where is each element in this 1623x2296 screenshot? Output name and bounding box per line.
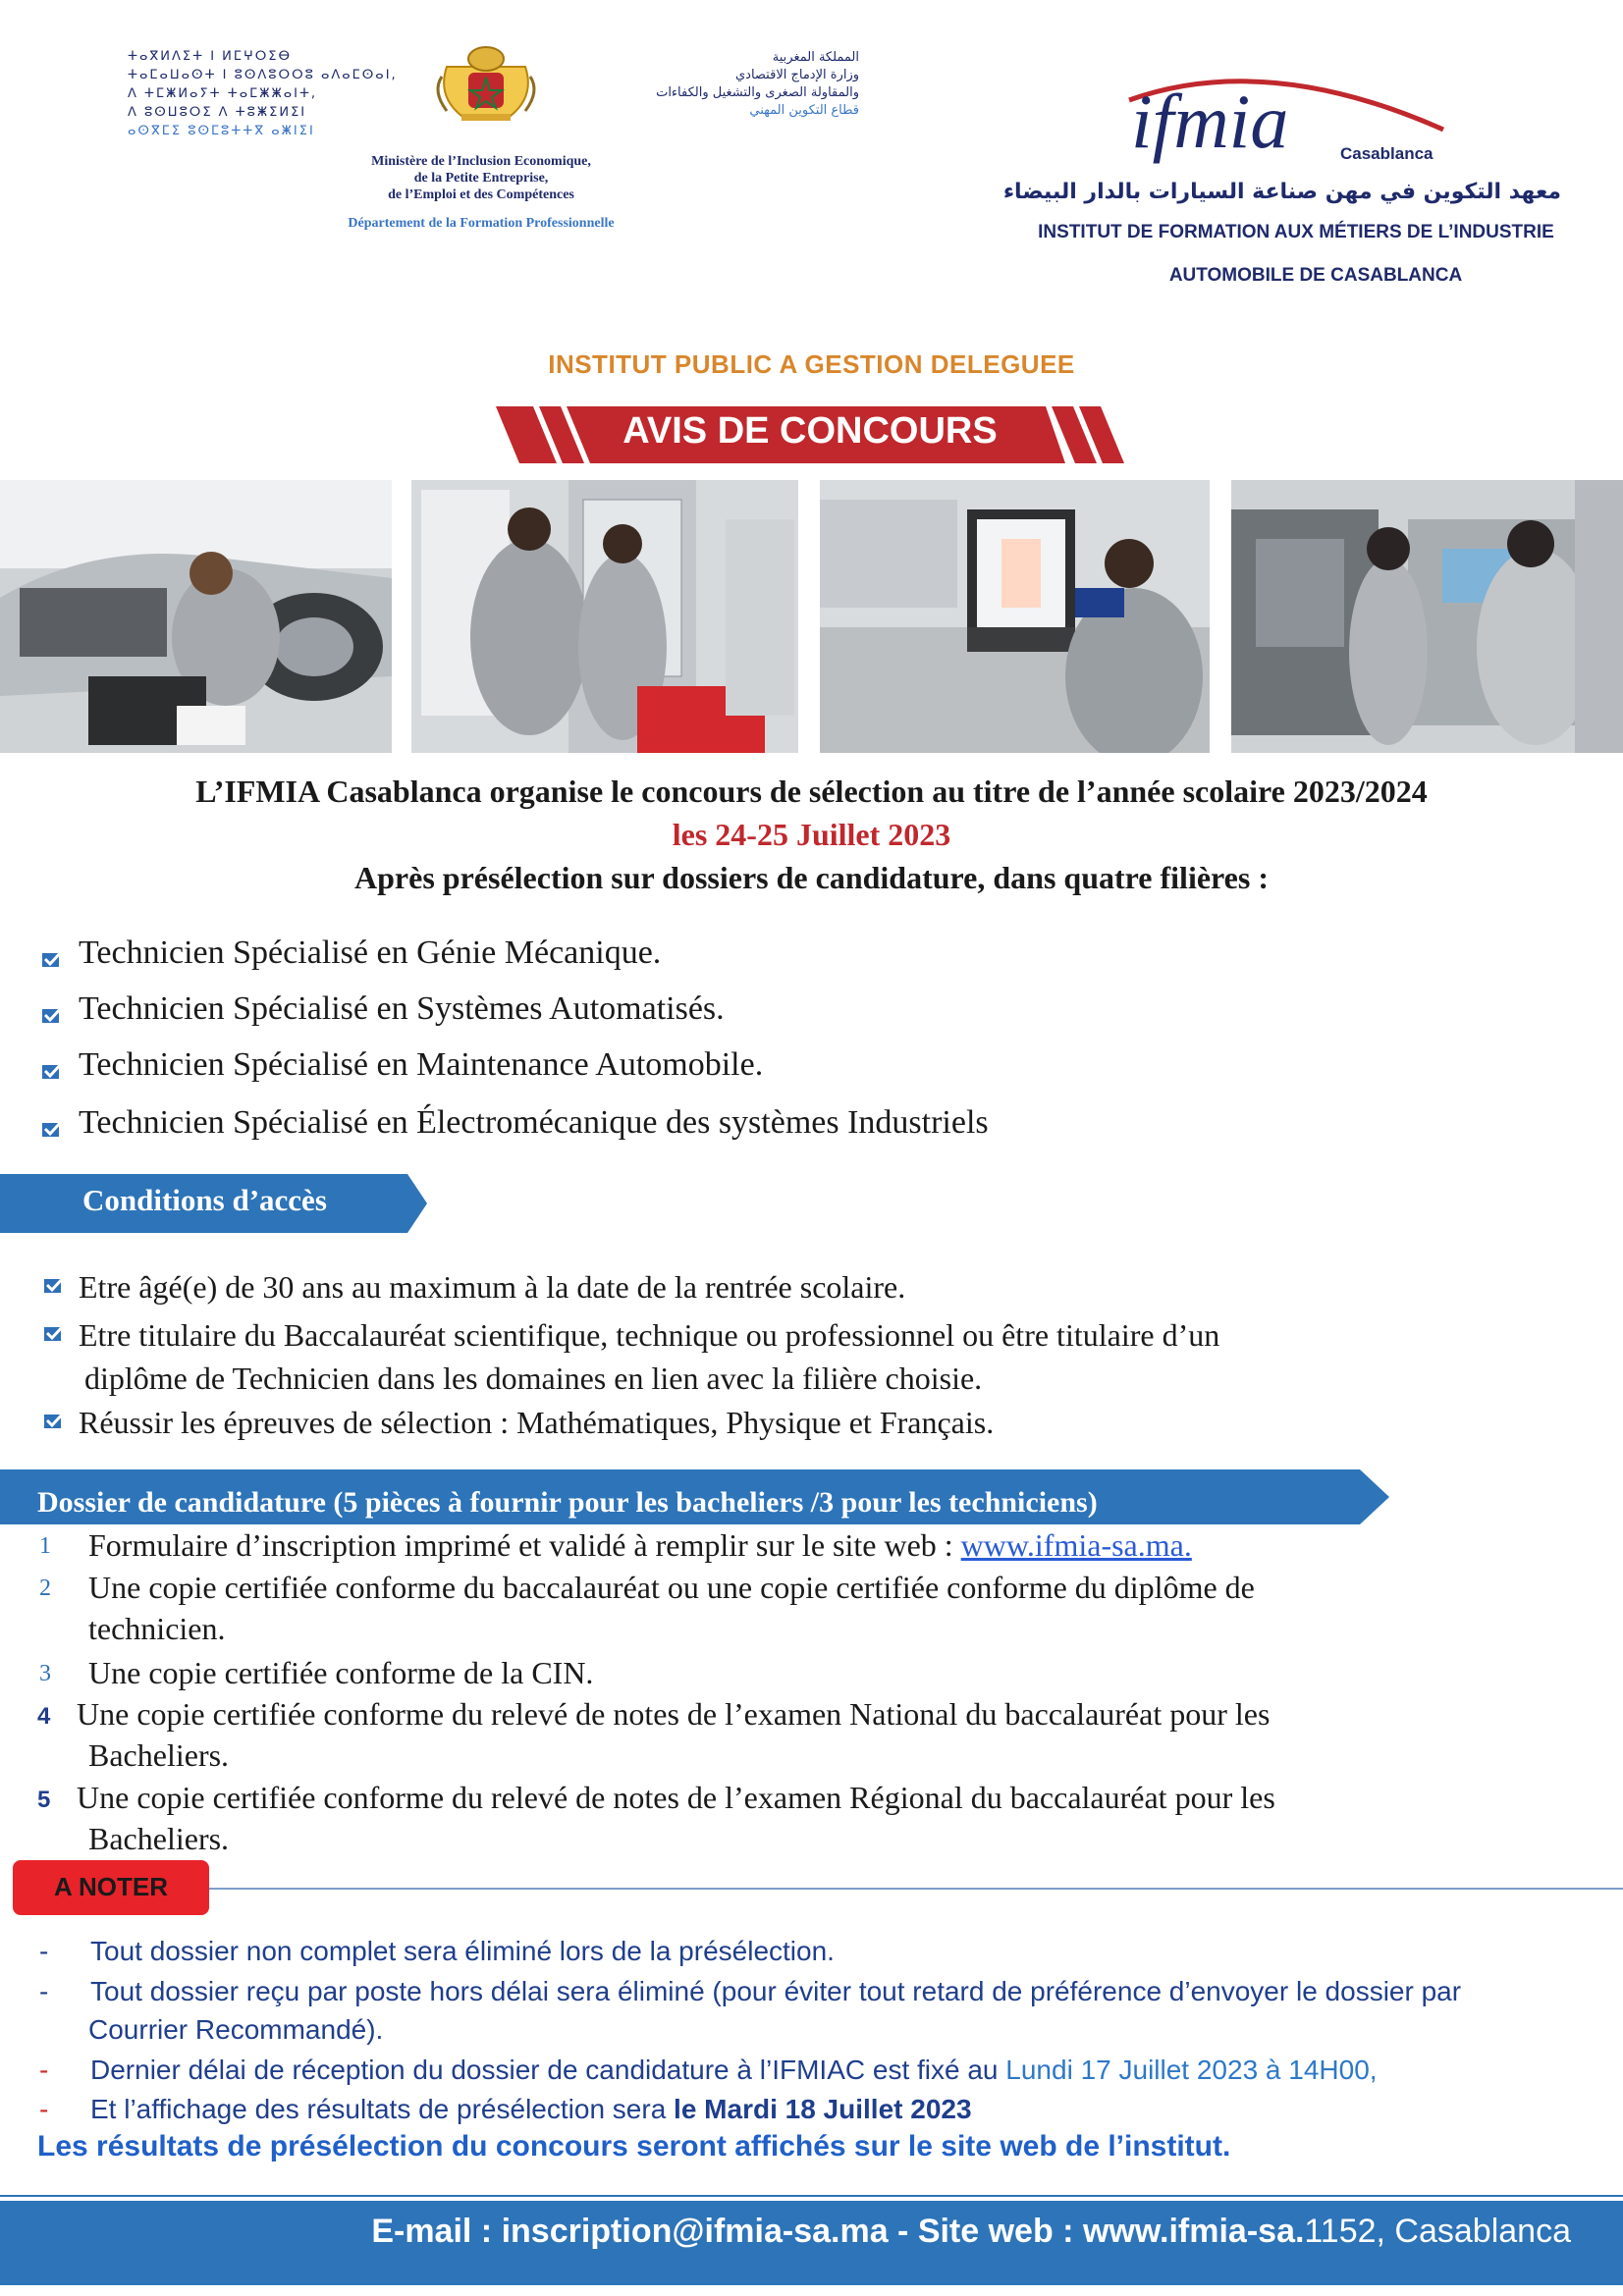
filiere-item: Technicien Spécialisé en Systèmes Automatisés.	[79, 990, 725, 1027]
french-ministry-name	[295, 153, 668, 203]
condition-item: Réussir les épreuves de sélection : Mathématiques, Physique et Français.	[79, 1405, 995, 1440]
note-item: Tout dossier reçu par poste hors délai sera éliminé (pour éviter tout retard de préférence d’envoyer le dossier par	[90, 1976, 1462, 2006]
list-number: 3	[39, 1661, 51, 1686]
logo-arabic-name: معهد التكوين في مهن صناعة السيارات بالدار البيضاء	[1002, 180, 1561, 204]
list-number: 5	[37, 1787, 51, 1813]
french-ministry-line: de la Petite Entreprise,	[413, 171, 549, 186]
list-number: 2	[39, 1575, 51, 1601]
tifinagh-line: ⴷ ⵜⵎⵥⵍⴰⵢⵜ ⵜⴰⵎⵥⵥⴰⵏⵜ,	[128, 86, 318, 101]
check-box-icon	[43, 1276, 65, 1294]
photo-computer-station	[820, 480, 1210, 753]
deadline-date: Lundi 17 Juillet 2023 à 14H00,	[1005, 2055, 1378, 2085]
dossier-item-text: Formulaire d’inscription imprimé et validé à remplir sur le site web :	[88, 1527, 961, 1563]
condition-item: Etre âgé(e) de 30 ans au maximum à la date de la rentrée scolaire.	[79, 1269, 906, 1305]
institut-label: INSTITUT PUBLIC A GESTION DELEGUEE	[548, 349, 1075, 379]
dossier-item-continued: Bacheliers.	[88, 1737, 230, 1773]
dash-bullet: -	[39, 1936, 49, 1966]
intro-date: les 24-25 Juillet 2023	[672, 817, 951, 852]
photo-mechanic-car	[0, 480, 392, 753]
note-item	[90, 2055, 1378, 2086]
footer-divider	[0, 2195, 1623, 2197]
french-ministry-line: Ministère de l’Inclusion Economique,	[371, 154, 591, 169]
note-item	[90, 2094, 972, 2125]
check-box-icon	[43, 1412, 65, 1429]
photo-cnc-machine	[1231, 480, 1623, 753]
footer-address: 1152, Casablanca	[1304, 2213, 1571, 2250]
royal-emblem-icon	[417, 37, 555, 124]
dossier-item-continued: technicien.	[88, 1611, 226, 1646]
filiere-item: Technicien Spécialisé en Électromécanique des systèmes Industriels	[79, 1104, 989, 1141]
arabic-ministry-line: المملكة المغربية	[772, 50, 859, 65]
dossier-item-continued: Bacheliers.	[88, 1821, 230, 1856]
tifinagh-ministry-name	[128, 47, 398, 140]
logo-french-name-line2: AUTOMOBILE DE CASABLANCA	[1168, 265, 1463, 286]
filiere-item: Technicien Spécialisé en Maintenance Automobile.	[79, 1046, 764, 1083]
note-divider	[209, 1888, 1623, 1890]
note-item-text: Et l’affichage des résultats de présélection sera	[90, 2094, 675, 2124]
dossier-title: Dossier de candidature (5 pièces à fournir pour les bacheliers /3 pour les techniciens)	[37, 1486, 1098, 1519]
dossier-item	[88, 1524, 1192, 1567]
ifmia-logo	[1109, 61, 1463, 169]
intro-line: L’IFMIA Casablanca organise le concours de sélection au titre de l’année scolaire 2023/2024	[195, 774, 1428, 809]
check-box-icon	[41, 1006, 63, 1024]
check-box-icon	[43, 1324, 65, 1342]
footer-contact	[0, 2213, 1571, 2251]
note-item-text: Dernier délai de réception du dossier de candidature à l’IFMIAC est fixé au	[90, 2055, 1006, 2085]
list-number: 1	[39, 1533, 51, 1559]
list-number: 4	[37, 1703, 51, 1730]
dossier-item: Une copie certifiée conforme de la CIN.	[88, 1655, 594, 1690]
conditions-title: Conditions d’accès	[82, 1183, 327, 1217]
logo-wordmark: ifmia	[1131, 79, 1289, 164]
check-box-icon	[41, 1062, 63, 1080]
results-date: le Mardi 18 Juillet 2023	[674, 2094, 972, 2124]
avis-title: AVIS DE CONCOURS	[622, 410, 998, 452]
note-item-continued: Courrier Recommandé).	[88, 2014, 384, 2045]
note-item: Tout dossier non complet sera éliminé lors de la présélection.	[90, 1936, 835, 1966]
filiere-item: Technicien Spécialisé en Génie Mécanique.	[79, 934, 662, 971]
arabic-ministry-name	[574, 49, 859, 120]
tifinagh-line: ⵜⴰⵎⴰⵡⴰⵙⵜ ⵏ ⵓⵙⴷⵓⵔⵔⵓ ⴰⴷⴰⵎⵙⴰⵏ,	[128, 68, 398, 82]
dossier-item: Une copie certifiée conforme du relevé de notes de l’examen Régional du baccalauréat pour les	[77, 1780, 1275, 1815]
arabic-ministry-line: قطاع التكوين المهني	[749, 103, 859, 118]
tifinagh-line: ⴰⵙⴳⵎⵉ ⵓⵙⵎⵓⵜⵜⴳ ⴰⵥⵏⵉⵏ	[128, 124, 315, 138]
logo-french-name-line1: INSTITUT DE FORMATION AUX MÉTIERS DE L’INDUSTRIE	[1038, 222, 1554, 242]
dash-bullet: -	[39, 2055, 49, 2085]
condition-item-continued: diplôme de Technicien dans les domaines en lien avec la filière choisie.	[84, 1361, 983, 1396]
intro-line: Après présélection sur dossiers de candidature, dans quatre filières :	[354, 860, 1269, 895]
results-notice: Les résultats de présélection du concours seront affichés sur le site web de l’institut.	[37, 2130, 1231, 2163]
footer-email-website[interactable]: E-mail : inscription@ifmia-sa.ma - Site web : www.ifmia-sa.	[371, 2213, 1305, 2250]
website-link[interactable]: www.ifmia-sa.ma.	[960, 1527, 1192, 1563]
filieres-list	[39, 934, 1316, 1158]
tifinagh-line: ⴷ ⵓⵙⵡⵓⵔⵉ ⴷ ⵜⵓⵥⵉⵍⵉⵏ	[128, 105, 307, 120]
a-noter-label: A NOTER	[53, 1872, 169, 1901]
tifinagh-line: ⵜⴰⴳⵍⴷⵉⵜ ⵏ ⵍⵎⵖⵔⵉⴱ	[128, 49, 293, 64]
check-box-icon	[41, 1120, 63, 1138]
dash-bullet: -	[39, 2094, 49, 2124]
arabic-ministry-line: والمقاولة الصغرى والتشغيل والكفاءات	[656, 85, 859, 100]
check-box-icon	[41, 950, 63, 968]
photo-automation-cabinet	[411, 480, 798, 753]
dossier-item: Une copie certifiée conforme du relevé de notes de l’examen National du baccalauréat pour les	[77, 1696, 1271, 1732]
arabic-ministry-line: وزارة الإدماج الاقتصادي	[734, 68, 859, 82]
dash-bullet: -	[39, 1976, 49, 2006]
dossier-item: Une copie certifiée conforme du baccalauréat ou une copie certifiée conforme du diplôme de	[88, 1570, 1255, 1605]
french-ministry-line: de l’Emploi et des Compétences	[388, 187, 574, 202]
condition-item: Etre titulaire du Baccalauréat scientifique, technique ou professionnel ou être titulaire d’un	[79, 1317, 1220, 1353]
logo-city: Casablanca	[1340, 144, 1434, 163]
department-name: Département de la Formation Professionnelle	[348, 216, 615, 231]
